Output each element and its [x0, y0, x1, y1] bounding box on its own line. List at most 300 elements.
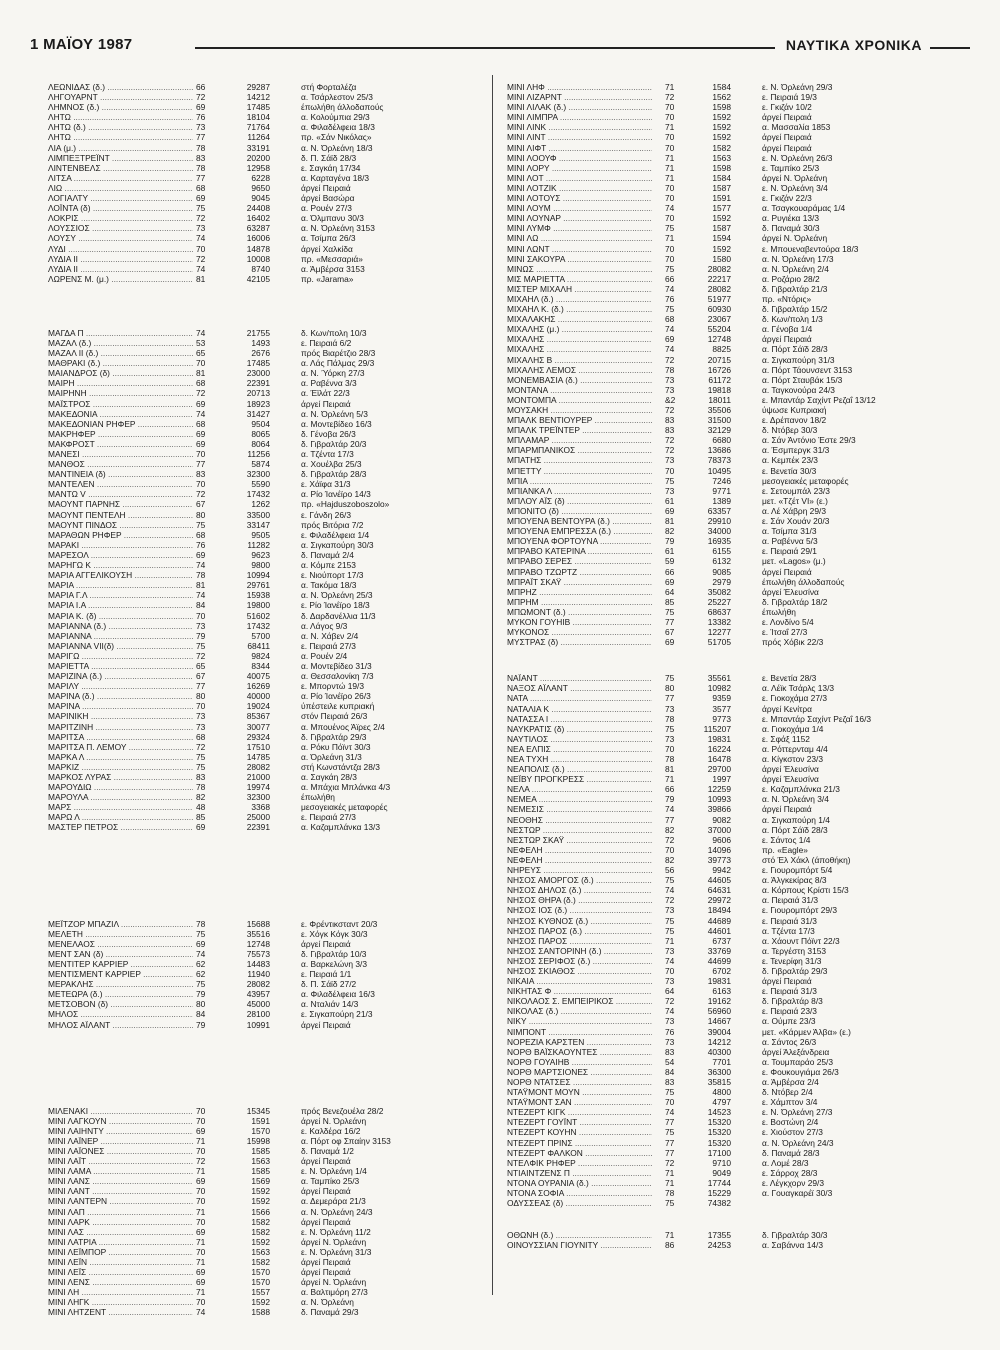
tonnage: 42105 [246, 273, 270, 284]
status: α. Γένοβα 1/4 [762, 324, 813, 335]
ship-name: ΜΗΛΟΣ ΑΪΛΑΝΤ ..... [48, 1020, 193, 1030]
tonnage: 16935 [707, 536, 731, 547]
ship-name: ΛΟΥΣΣΙΟΣ ..... [48, 223, 193, 233]
ship-name: ΛΥΔΙ ..... [48, 244, 193, 254]
status: ε. Σετουμπάλ 23/3 [762, 485, 830, 496]
table-row [48, 752, 498, 762]
status: α. Σάντος 26/3 [762, 1036, 817, 1047]
tonnage: 33769 [707, 945, 731, 956]
build-year: 85 [665, 596, 675, 607]
table-row [507, 704, 957, 714]
build-year: 71 [196, 1257, 206, 1267]
status: πρ. «Μεσσαριά» [301, 253, 363, 264]
build-year: 70 [665, 844, 675, 855]
status: α. Ν. Όρλεάνη 25/3 [301, 590, 373, 601]
status: δ. Ντόβερ 30/3 [762, 425, 818, 436]
ship-name: ΝΗΣΟΣ ΔΗΛΟΣ (δ.) ..... [507, 885, 652, 895]
table-row [507, 334, 957, 344]
tonnage: 1592 [712, 122, 731, 133]
tonnage: 1587 [712, 182, 731, 193]
ship-name: ΜΙΝΙ ΛΟΤΖΙΚ ..... [507, 183, 652, 193]
ship-name: ΜΙΧΑΛΗΣ ΛΕΜΟΣ ..... [507, 365, 652, 375]
header-rule [195, 47, 775, 49]
status: α. Κόρπους Κρίστι 15/3 [762, 885, 849, 896]
table-row [507, 1006, 957, 1016]
ship-name: ΜΑΡΩ Λ ..... [48, 812, 193, 822]
publication-title: ΝΑΥΤΙΚΑ ΧΡΟΝΙΚΑ [785, 37, 922, 53]
build-year: 78 [665, 754, 675, 764]
tonnage: 8065 [251, 428, 270, 439]
status: α. Θεσσαλονίκη 7/3 [301, 671, 374, 682]
ship-name: ΝΑΞΟΣ ΑΪΛΑΝΤ ..... [507, 683, 652, 693]
ship-name: ΜΕΤΣΟΒΟΝ (δ) ..... [48, 999, 193, 1009]
tonnage: 33191 [246, 142, 270, 153]
issue-date: 1 ΜΑΪΟΥ 1987 [30, 36, 133, 53]
status: πρ. «Ντόρις» [762, 293, 812, 304]
build-year: 71 [196, 1166, 206, 1177]
build-year: 69 [665, 576, 675, 587]
table-row [507, 1016, 957, 1026]
status: α. Σιγκαπούρη 30/3 [301, 539, 374, 550]
ship-name: ΝΗΣΟΣ ΣΚΙΑΘΟΣ ..... [507, 966, 652, 976]
build-year: 77 [196, 172, 206, 183]
build-year: 73 [665, 703, 675, 714]
tonnage: 51602 [246, 610, 270, 621]
build-year: 74 [665, 344, 675, 355]
tonnage: 74382 [707, 1198, 731, 1209]
tonnage: 31500 [707, 415, 731, 426]
tonnage: 35516 [246, 928, 270, 939]
status: στό Έλ Χάκλ (άποθήκη) [762, 854, 851, 865]
build-year: 77 [665, 1147, 675, 1158]
tonnage: 1566 [251, 1206, 270, 1217]
ship-name: ΝΗΣΟΣ ΣΑΝΤΟΡΙΝΗ (δ.) ..... [507, 946, 652, 956]
ship-name: ΜΙΝΙ ΛΙΝΚ ..... [507, 122, 652, 132]
status: ε. Πειραιά 27/3 [301, 640, 356, 651]
table-row [48, 378, 498, 388]
build-year: 66 [665, 273, 675, 284]
build-year: 78 [665, 364, 675, 375]
tonnage: 12277 [707, 627, 731, 638]
table-row [48, 419, 498, 429]
ship-name: ΝΗΣΟΣ ΠΑΡΟΣ ..... [507, 936, 652, 946]
build-year: 75 [665, 915, 675, 926]
ship-name: ΛΙΤΣΑ ..... [48, 173, 193, 183]
tonnage: 8825 [712, 344, 731, 355]
table-row [507, 804, 957, 814]
status: πρ. «Hajduszoboszolo» [301, 499, 390, 510]
ship-name: ΝΤΙΑΙΝΤΖΕΝΣ Π ..... [507, 1168, 652, 1178]
tonnage: 33500 [246, 509, 270, 520]
ship-name: ΜΙΧΑΛΗΣ Β ..... [507, 355, 652, 365]
table-row [48, 254, 498, 264]
tonnage: 11256 [247, 449, 270, 459]
tonnage: 1570 [251, 1125, 270, 1136]
table-row [507, 1230, 957, 1240]
status: πρός Βιτόρια 7/2 [301, 519, 364, 530]
table-row [48, 274, 498, 284]
tonnage: 71764 [246, 122, 270, 133]
table-row [507, 637, 957, 647]
table-row [48, 112, 498, 122]
table-row [48, 338, 498, 348]
status: άργεί Πειραιά [301, 1216, 351, 1227]
tonnage: 19818 [707, 384, 731, 395]
build-year: 73 [665, 945, 675, 956]
build-year: 81 [196, 368, 206, 379]
status: α. Γουαγκαρέϊ 30/3 [762, 1188, 833, 1199]
table-row [48, 1217, 498, 1227]
table-row [507, 825, 957, 835]
ship-name: ΜΑΡΙΑ Γ.Λ ..... [48, 590, 193, 600]
table-row [507, 693, 957, 703]
ship-name: ΜΕΪΤΖΟΡ ΜΠΑΖΙΛ ..... [48, 919, 193, 929]
build-year: 73 [665, 485, 675, 496]
status: πρός Χόβικ 22/3 [762, 637, 824, 648]
build-year: 75 [196, 761, 206, 772]
table-row [507, 1127, 957, 1137]
build-year: 75 [665, 1127, 675, 1138]
tonnage: 7701 [712, 1056, 731, 1067]
tonnage: 1591 [712, 193, 731, 204]
tonnage: 35082 [707, 586, 731, 597]
table-row [507, 1148, 957, 1158]
ship-name: ΜΙΧΑΛΗΣ ..... [507, 344, 652, 354]
build-year: 77 [665, 616, 675, 627]
table-row [507, 1037, 957, 1047]
tonnage: 15229 [707, 1188, 731, 1199]
ship-name: ΜΙΧΑΗΛ Κ. (δ.) ..... [507, 304, 652, 314]
build-year: 75 [196, 751, 206, 762]
ship-name: ΛΩΡΕΝΣ Μ. (μ.) ..... [48, 274, 193, 284]
tonnage: 9082 [712, 814, 731, 825]
status: α. Λέϊκ Τσάρλς 13/3 [762, 683, 835, 694]
table-row [48, 479, 498, 489]
build-year: 74 [196, 233, 206, 244]
status: πρός Βιαρέτζιο 28/3 [301, 348, 376, 359]
tonnage: 4800 [712, 1087, 731, 1098]
build-year: 61 [665, 495, 675, 506]
status: δ. Π. Σάϊδ 28/3 [301, 152, 357, 163]
tonnage: 15998 [246, 1135, 270, 1146]
tonnage: 17100 [707, 1147, 731, 1158]
ship-name: ΜΠΩΜΟΝΤ (δ.) ..... [507, 607, 652, 617]
status: ε. Πειραιά 29/1 [762, 546, 817, 557]
tonnage: 19162 [707, 996, 731, 1007]
build-year: 65 [196, 660, 206, 671]
status: άργεί Πειραιά [301, 182, 351, 193]
table-row [507, 996, 957, 1006]
tonnage: 39866 [707, 804, 731, 815]
ship-name: ΜΟΝΤΑΝΑ ..... [507, 385, 652, 395]
table-row [507, 976, 957, 986]
ship-name: ΝΤΟΝΑ ΣΟΦΙΑ ..... [507, 1188, 652, 1198]
table-row [507, 1107, 957, 1117]
table-row [48, 550, 498, 560]
build-year: 74 [665, 1107, 675, 1118]
table-row [507, 587, 957, 597]
status: ύπέστειλε κυπριακή [301, 701, 375, 712]
tonnage: 1584 [712, 172, 731, 183]
ship-name: ΝΕΦΕΛΗ ..... [507, 845, 652, 855]
tonnage: 36300 [707, 1066, 731, 1077]
tonnage: 9505 [251, 529, 270, 540]
ship-name: ΜΙΧΑΛΗΣ ..... [507, 334, 652, 344]
build-year: 70 [196, 1246, 206, 1257]
table-row [507, 183, 957, 193]
status: δ. Γιβραλτάρ 20/3 [301, 438, 367, 449]
ship-name: ΜΕΛΕΤΗ ..... [48, 929, 193, 939]
build-year: 74 [196, 1307, 206, 1318]
tonnage: 34000 [707, 526, 731, 537]
build-year: 83 [196, 152, 206, 163]
status: α. Βαρκελώνη 3/3 [301, 958, 368, 969]
tonnage: 9359 [712, 693, 731, 704]
build-year: 69 [196, 549, 206, 560]
table-row [507, 526, 957, 536]
tonnage: 15345 [246, 1105, 270, 1116]
table-row [48, 822, 498, 832]
ship-name: ΜΠΡΑΒΟ ΤΖΩΡΤΖ ..... [507, 567, 652, 577]
status: στή Φορταλέζα [301, 82, 357, 92]
build-year: 73 [196, 122, 206, 133]
ship-name: ΜΑΡΙΝΑ (δ.) ..... [48, 691, 193, 701]
ship-name: ΜΠΟΥΕΝΑ ΕΜΠΡΕΣΣΑ (δ.) ..... [507, 526, 652, 536]
table-row [48, 929, 498, 939]
status: ε. Πειραιά 31/3 [762, 915, 817, 926]
table-row [507, 546, 957, 556]
ship-name: ΜΑΡΙΑΝΝΑ (δ.) ..... [48, 621, 193, 631]
build-year: 70 [665, 193, 675, 204]
tonnage: 9504 [251, 418, 270, 429]
table-row [48, 193, 498, 203]
table-row [48, 409, 498, 419]
table-row [48, 264, 498, 274]
tonnage: 12259 [707, 784, 731, 795]
status: άργεί Πειραιά [301, 1019, 351, 1030]
status: α. Φιλαδέλφεια 18/3 [301, 122, 375, 133]
ship-name: ΛΗΜΝΟΣ (δ.) ..... [48, 102, 193, 112]
tonnage: 10008 [246, 253, 270, 264]
ship-name: ΟΘΩΝΗ (δ.) ..... [507, 1230, 652, 1240]
build-year: 72 [196, 92, 206, 103]
build-year: 71 [196, 1236, 206, 1247]
build-year: 68 [665, 314, 675, 325]
status: στή Κωνστάντζα 28/3 [301, 761, 380, 772]
status: α. Χάουντ Πόϊντ 22/3 [762, 935, 840, 946]
build-year: 74 [665, 283, 675, 294]
table-row [48, 1126, 498, 1136]
tonnage: 39004 [707, 1026, 731, 1037]
table-row [507, 1188, 957, 1198]
ship-name: ΜΠΕΤΤΥ ..... [507, 466, 652, 476]
build-year: 74 [196, 263, 206, 274]
status: α. Σαβάννα 14/3 [762, 1240, 824, 1251]
table-row [507, 163, 957, 173]
status: α. Ρίο Ίανέϊρο 26/3 [301, 691, 371, 702]
tonnage: 25227 [707, 596, 731, 607]
build-year: 72 [196, 253, 206, 264]
table-row [507, 486, 957, 496]
status: α. Ν. Όρλεάνη 18/3 [301, 142, 373, 153]
tonnage: 16224 [707, 743, 731, 754]
ship-name: ΝΙΚΗΤΑΣ Φ ..... [507, 986, 652, 996]
tonnage: 17355 [707, 1230, 731, 1241]
tonnage: 9710 [712, 1157, 731, 1168]
tonnage: 9085 [712, 566, 731, 577]
build-year: 69 [196, 438, 206, 449]
ship-name: ΜΠΟΥΕΝΑ ΦΟΡΤΟΥΝΑ ..... [507, 536, 652, 546]
table-row [48, 1176, 498, 1186]
status: ε. Πειραιά 23/3 [762, 1006, 817, 1017]
tonnage: 15688 [246, 918, 270, 929]
tonnage: 40075 [246, 671, 270, 682]
build-year: 75 [196, 640, 206, 651]
ship-name: ΛΙΩ ..... [48, 183, 193, 193]
table-row [48, 520, 498, 530]
status: α. Δεμεράρα 21/3 [301, 1196, 366, 1207]
tonnage: 31427 [246, 408, 270, 419]
status: άργεί Άλεξάνδρεια [762, 1046, 830, 1057]
tonnage: 18923 [246, 398, 270, 409]
table-row [507, 244, 957, 254]
status: ύψωσε Κυπριακή [762, 405, 827, 415]
ship-name: ΜΑΝΕΣΙ ..... [48, 449, 193, 459]
ship-name: ΝΟΡΘ ΝΤΑΤΣΕΣ ..... [507, 1077, 652, 1087]
ship-name: ΜΟΝΕΜΒΑΣΙΑ (δ.) ..... [507, 375, 652, 385]
tonnage: 9824 [251, 650, 270, 661]
status: α. Κεμπέκ 23/3 [762, 455, 818, 466]
status: μετ. «Κάρμεν Άλβα» (ε.) [762, 1026, 851, 1037]
tonnage: 29761 [246, 580, 270, 591]
build-year: 80 [665, 683, 675, 694]
tonnage: 45000 [246, 999, 270, 1010]
ship-name: ΜΙΝΙ ΛΑΝΣ ..... [48, 1176, 193, 1186]
ship-name: ΜΑΡΙΑΝΝΑ VII(δ) ..... [48, 641, 193, 651]
status: α. Ν. Όρλεάνη 24/3 [762, 1137, 834, 1148]
tonnage: 15938 [246, 590, 270, 601]
ship-name: ΝΤΕΖΕΡΤ ΓΟΥΪΝΤ ..... [507, 1117, 652, 1127]
build-year: 80 [196, 509, 206, 520]
status: άργεί Έλευσίνα [762, 774, 819, 785]
build-year: 76 [196, 539, 206, 550]
status: πρ. «Jarama» [301, 273, 354, 284]
table-row [48, 244, 498, 254]
tonnage: 32129 [707, 425, 731, 436]
tonnage: 29324 [246, 731, 270, 742]
table-row [48, 792, 498, 802]
ship-name: ΜΙΝΙ ΛΑΝΤ ..... [48, 1186, 193, 1196]
build-year: 68 [196, 731, 206, 742]
build-year: 77 [196, 132, 206, 143]
status: α. Σάν Άντόνιο Έστε 29/3 [762, 435, 856, 446]
status: ε. Σιγκαπούρη 21/3 [301, 1009, 373, 1020]
table-row [48, 358, 498, 368]
status: α. Λομέ 28/3 [762, 1157, 809, 1168]
ship-name: ΜΙΧΑΛΗΣ (μ.) ..... [507, 324, 652, 334]
tonnage: 14096 [707, 844, 731, 855]
ship-name: ΝΕΦΕΛΗ ..... [507, 855, 652, 865]
table-row [507, 415, 957, 425]
tonnage: 23067 [707, 314, 731, 325]
table-row [507, 875, 957, 885]
ship-name: ΜΙΝΙ ΛΑΡΚ ..... [48, 1217, 193, 1227]
status: ε. Βενετία 28/3 [762, 673, 817, 684]
tonnage: 16269 [246, 681, 270, 692]
build-year: 77 [665, 814, 675, 825]
table-row [48, 1267, 498, 1277]
ship-name: ΜΑΡΟΥΛΑ ..... [48, 792, 193, 802]
ship-name: ΜΙΝΙ ΛΕΪΜΠΟΡ ..... [48, 1247, 193, 1257]
build-year: 72 [665, 895, 675, 906]
tonnage: 17432 [246, 620, 270, 631]
tonnage: 10495 [707, 465, 731, 476]
table-row [507, 264, 957, 274]
status: α. Ν. Όρλεάνη 17/3 [762, 253, 834, 264]
ship-name: ΝΟΡΘ ΒΑΪΣΚΑΟΥΝΤΕΣ ..... [507, 1047, 652, 1057]
table-row [507, 577, 957, 587]
table-row [48, 223, 498, 233]
section-gap [48, 284, 498, 328]
status: α. Λάς Πάλμας 29/3 [301, 358, 375, 369]
table-row [48, 590, 498, 600]
table-row [48, 701, 498, 711]
table-row [48, 681, 498, 691]
ship-name: ΝΟΡΕΖΙΑ ΚΑΡΣΤΕΝ ..... [507, 1037, 652, 1047]
build-year: 70 [196, 1216, 206, 1227]
ship-name: ΜΑΟΥΝΤ ΠΙΝΔΟΣ ..... [48, 520, 193, 530]
build-year: 74 [665, 885, 675, 896]
build-year: 62 [196, 969, 206, 980]
table-row [48, 143, 498, 153]
table-row [507, 754, 957, 764]
table-row [48, 459, 498, 469]
status: έπωλήθη [301, 792, 335, 803]
build-year: 66 [665, 784, 675, 795]
ship-name: ΜΟΝΤΟΜΠΑ ..... [507, 395, 652, 405]
status: α. Μοντεβίδεο 31/3 [301, 660, 372, 671]
ship-name: ΜΙΝΙ ΛΥΜΦ ..... [507, 223, 652, 233]
build-year: 74 [196, 408, 206, 419]
ship-name: ΜΙΝΙ ΛΗ ..... [48, 1287, 193, 1297]
build-year: 70 [665, 243, 675, 254]
tonnage: 19800 [246, 600, 270, 611]
status: δ. Γιβραλτάρ 18/2 [762, 596, 828, 607]
build-year: 70 [196, 449, 206, 459]
ship-name: ΜΙΝΙ ΛΑΜΑ ..... [48, 1166, 193, 1176]
build-year: 72 [665, 996, 675, 1007]
table-row [48, 812, 498, 822]
ship-name: ΜΙΝΙ ΛΙΦΤ ..... [507, 143, 652, 153]
status: άργεί Πειραιά [762, 112, 812, 123]
ship-name: ΜΑΙΡΗΝΗ ..... [48, 388, 193, 398]
status: άργεί Πειραιά [301, 1156, 351, 1167]
build-year: 66 [196, 82, 206, 92]
build-year: 54 [665, 1056, 675, 1067]
table-row [507, 92, 957, 102]
tonnage: 56960 [707, 1006, 731, 1017]
table-row [507, 764, 957, 774]
status: α. Πόρτ Σάϊδ 28/3 [762, 344, 828, 355]
tonnage: 14878 [246, 243, 270, 254]
table-row [507, 936, 957, 946]
status: ε. Χόγκ Κόγκ 30/3 [301, 928, 368, 939]
table-row [48, 203, 498, 213]
build-year: 72 [665, 834, 675, 845]
build-year: 75 [665, 1198, 675, 1209]
build-year: 76 [665, 293, 675, 304]
build-year: 72 [196, 388, 206, 399]
